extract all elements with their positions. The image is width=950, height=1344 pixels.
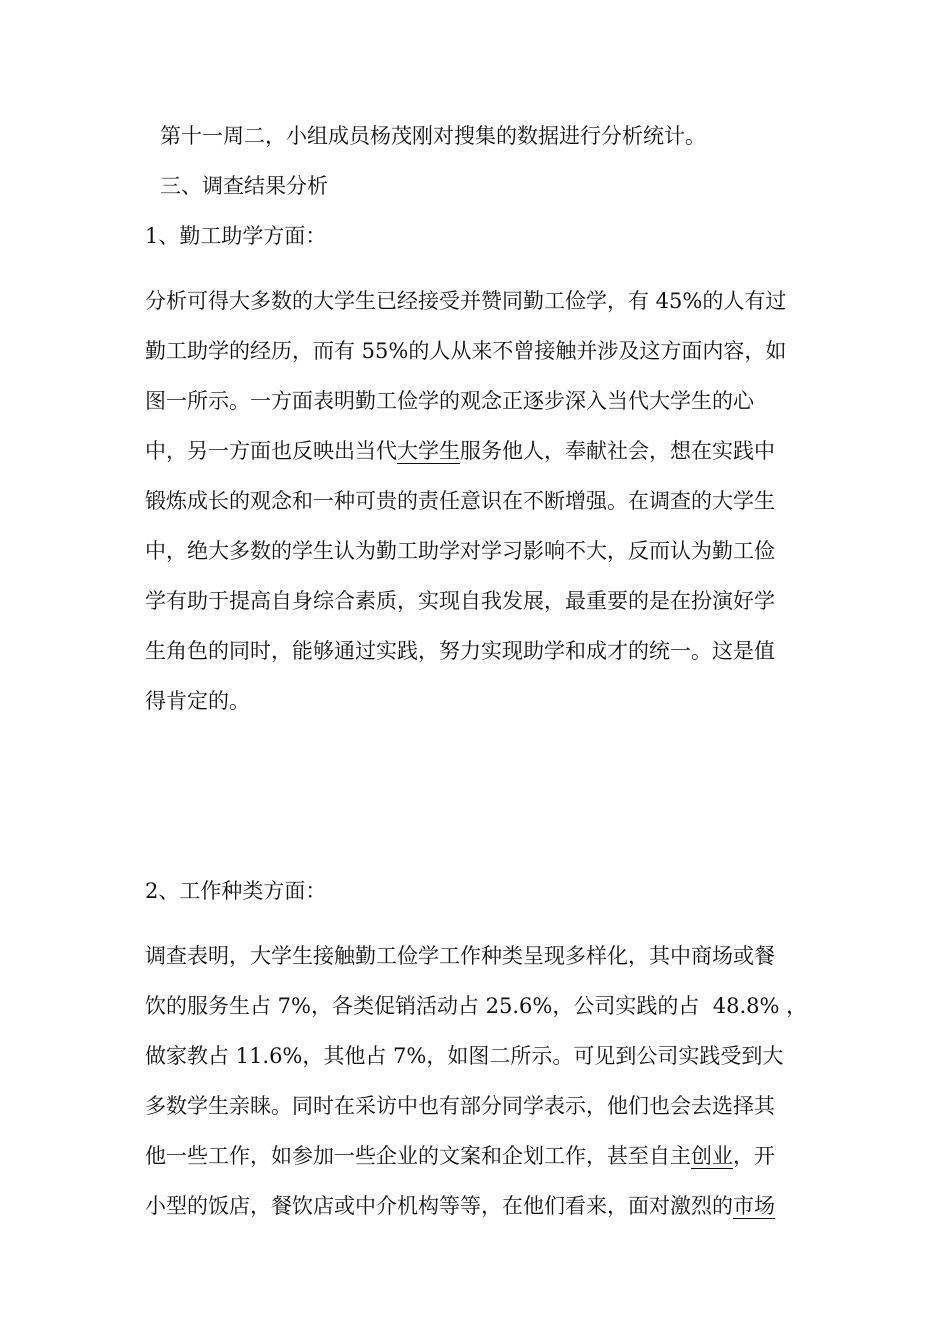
underlined-term: 创业 xyxy=(691,1144,733,1168)
paragraph-line: 锻炼成长的观念和一种可贵的责任意识在不断增强。在调查的大学生 xyxy=(145,489,775,513)
paragraph-line: 中，绝大多数的学生认为勤工助学对学习影响不大，反而认为勤工俭 xyxy=(145,539,775,563)
underlined-term: 大学生 xyxy=(397,439,460,463)
paragraph-line: 小型的饭店，餐饮店或中介机构等等，在他们看来，面对激烈的市场 xyxy=(145,1194,775,1218)
subsection-1-title: 1、勤工助学方面： xyxy=(145,224,327,248)
subsection-2-title: 2、工作种类方面： xyxy=(145,879,327,903)
paragraph-line: 多数学生亲睐。同时在采访中也有部分同学表示，他们也会去选择其 xyxy=(145,1094,775,1118)
paragraph-line: 得肯定的。 xyxy=(145,689,250,713)
paragraph-line: 图一所示。一方面表明勤工俭学的观念正逐步深入当代大学生的心 xyxy=(145,389,754,413)
underlined-term: 市场 xyxy=(733,1194,775,1218)
paragraph-line: 学有助于提高自身综合素质，实现自我发展，最重要的是在扮演好学 xyxy=(145,589,775,613)
paragraph-line: 做家教占 11.6%，其他占 7%，如图二所示。可见到公司实践受到大 xyxy=(145,1044,784,1068)
paragraph-line: 调查表明，大学生接触勤工俭学工作种类呈现多样化，其中商场或餐 xyxy=(145,944,775,968)
paragraph-line: 饮的服务生占 7%，各类促销活动占 25.6%，公司实践的占 48.8% ， xyxy=(145,994,808,1018)
paragraph-line: 分析可得大多数的大学生已经接受并赞同勤工俭学，有 45%的人有过 xyxy=(145,289,787,313)
paragraph-line: 勤工助学的经历，而有 55%的人从来不曾接触并涉及这方面内容，如 xyxy=(145,339,787,363)
paragraph-line: 生角色的同时，能够通过实践，努力实现助学和成才的统一。这是值 xyxy=(145,639,775,663)
section-three-title: 三、调查结果分析 xyxy=(160,174,328,198)
paragraph-line: 中，另一方面也反映出当代大学生服务他人，奉献社会，想在实践中 xyxy=(145,439,775,463)
paragraph-line: 他一些工作，如参加一些企业的文案和企划工作，甚至自主创业，开 xyxy=(145,1144,775,1168)
intro-line: 第十一周二，小组成员杨茂刚对搜集的数据进行分析统计。 xyxy=(160,124,706,148)
